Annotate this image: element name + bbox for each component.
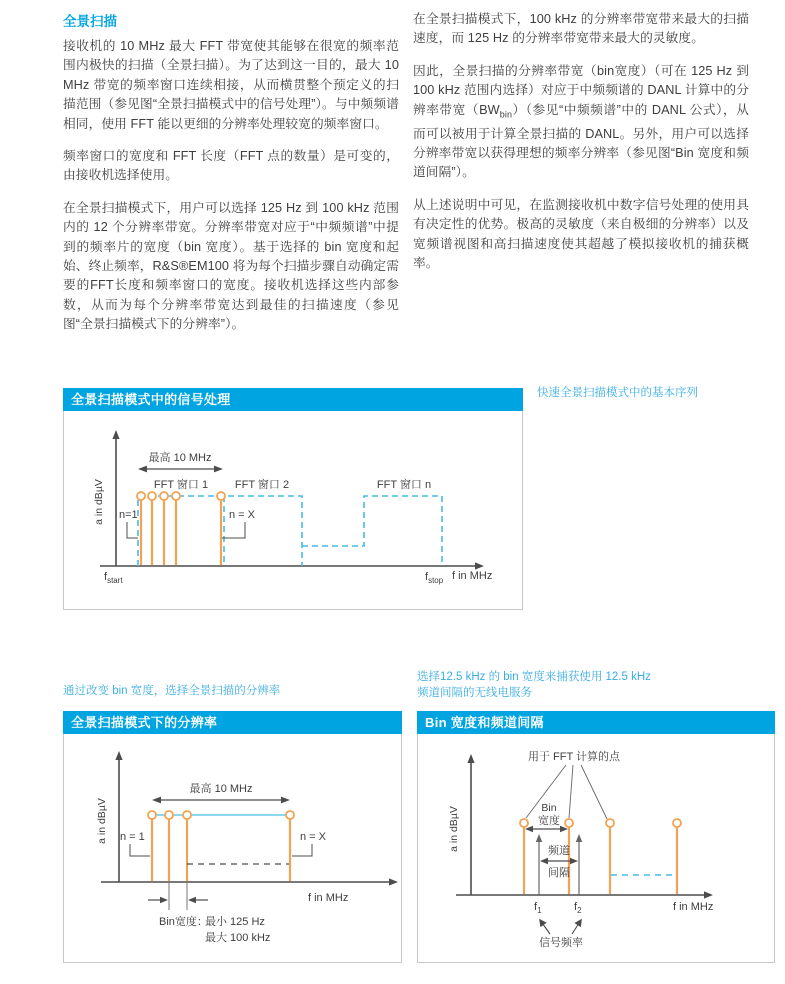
figure-title: Bin 宽度和频道间隔 (417, 711, 775, 734)
section-heading: 全景扫描 (63, 14, 117, 29)
signal-frequency-label: 信号频率 (539, 937, 583, 949)
y-axis-arrowhead (467, 754, 474, 763)
bin-min-label: 最小 125 Hz (205, 916, 265, 928)
x-axis-arrowhead (704, 891, 713, 898)
paragraph: 接收机的 10 MHz 最大 FFT 带宽使其能够在很宽的频率范围内极快的扫描（全景扫描）。为了达到这一目的，最大 10 MHz 带宽的频率窗口连续相接，从而横贯整个预定义的扫描范围（参见图“全景扫描模式中的信号处理”）。与中频频谱相同，使用 FFT 能以更细的分辨率处理较宽的频率窗口。 (63, 39, 399, 131)
bandwidth-label: 最高 10 MHz (148, 452, 212, 464)
left-column (63, 10, 399, 348)
channel-spacing-label-line2: 间隔 (548, 867, 570, 879)
paragraph-text: 因此，全景扫描的分辨率带宽（bin宽度）（可在 125 Hz 到 100 kHz 范围内选择）对应于中频频谱的 DANL 计算中的分辨率带宽（BW (413, 63, 749, 117)
x-axis-arrowhead (475, 562, 484, 569)
x-axis-label: f in MHz (673, 901, 714, 913)
paragraph (413, 62, 749, 183)
f1-label: $f_1$ (534, 901, 542, 915)
bin-width-guides (169, 882, 187, 910)
n1-label: n = 1 (120, 831, 145, 843)
figure2-caption: 通过改变 bin 宽度，选择全景扫描的分辨率 (63, 685, 281, 697)
figure-title: 全景扫描模式中的信号处理 (63, 388, 523, 411)
y-axis-arrowhead (112, 430, 119, 439)
bin-max-label: 最大 100 kHz (205, 932, 271, 944)
arrowhead-right (281, 797, 290, 804)
y-axis-label: a in dBµV (96, 798, 108, 844)
arrowhead-right (214, 466, 223, 473)
window1-label: FFT 窗口 1 (153, 479, 209, 491)
paragraph: 在全景扫描模式下，100 kHz 的分辨率带宽带来最大的扫描速度，而 125 Hz 的分辨率带宽带来最大的灵敏度。 (413, 12, 749, 46)
figure3-caption (417, 670, 752, 701)
figure-resolution (63, 711, 402, 963)
bin-width-label-line2: 宽度 (538, 815, 560, 827)
signal-processing-chart (64, 411, 522, 608)
y-axis-arrowhead (115, 751, 122, 760)
figure-bin-width-channel-spacing (417, 711, 775, 963)
f-start-label: $f_{start}$ (104, 571, 123, 585)
f2-label: $f_2$ (574, 901, 582, 915)
arrowhead-left (540, 858, 548, 864)
y-axis-label: a in dBµV (93, 479, 105, 525)
y-axis-label: a in dBµV (448, 806, 460, 852)
figure-signal-processing (63, 388, 523, 610)
figure3-caption-line2: 频道间隔的无线电服务 (417, 686, 532, 699)
n1-label: n=1 (119, 509, 138, 521)
paragraph: 从上述说明中可见，在监测接收机中数字信号处理的使用具有决定性的优势。极高的灵敏度（来自极细的分辨率）以及宽频谱视图和高扫描速度使其超越了模拟接收机的捕获概率。 (413, 197, 749, 270)
n-brackets (127, 522, 245, 538)
paragraph-text: ）（参见“中频频谱”中的 DANL 公式），从而可以被用于计算全景扫描的 DANL。另外，用户可以选择分辨率带宽以获得理想的频率分辨率（参见图“Bin 宽度和频道间隔”）。 (413, 102, 749, 180)
arrowhead-right (570, 858, 578, 864)
arrowhead-left (152, 797, 161, 804)
window-n-label: FFT 窗口 n (376, 479, 432, 491)
nx-label: n = X (300, 831, 326, 843)
fft-window-outlines (138, 496, 442, 566)
signal-frequency-callout-arrows (540, 920, 581, 934)
figure1-caption: 快速全景扫描模式中的基本序列 (537, 387, 698, 399)
fft-point-stems (152, 819, 290, 881)
nx-label: n = X (229, 509, 255, 521)
fft-point-callout-lines (526, 765, 607, 819)
arrowhead-right (160, 897, 168, 903)
fft-point-stems (141, 500, 221, 565)
channel-spacing-label-line1: 频道 (548, 845, 570, 857)
figure-title: 全景扫描模式下的分辨率 (63, 711, 402, 734)
bin-width-label-line1: Bin (541, 802, 557, 814)
subscript-bin: bin (499, 109, 513, 120)
figure3-caption-line1: 选择12.5 kHz 的 bin 宽度来捕获使用 12.5 kHz (417, 671, 651, 683)
x-axis-label: f in MHz (452, 570, 493, 582)
x-axis-label: f in MHz (308, 892, 349, 904)
fft-points-label: 用于 FFT 计算的点 (527, 751, 621, 763)
bandwidth-label: 最高 10 MHz (189, 783, 253, 795)
window2-label: FFT 窗口 2 (234, 479, 290, 491)
f-stop-label: $f_{stop}$ (425, 571, 444, 585)
bin-width-chart (418, 734, 774, 961)
bin-width-label: Bin宽度： (159, 916, 208, 928)
paragraph: 在全景扫描模式下，用户可以选择 125 Hz 到 100 kHz 范围内的 12 个分辨率带宽。分辨率带宽对应于“中频频谱”中提到的频率片的宽度（bin 宽度）。基于选择的 bin 宽度和起始、终止频率，R&S®EM100 将为每个扫描步骤自动确定需要的FFT长度和频率窗口的宽度。接收机选择这些内部参数，从而为每个分辨率带宽达到最佳的扫描速度（参见图“全景扫描模式下的分辨率”）。 (63, 200, 399, 332)
arrowhead-left (138, 466, 147, 473)
n-brackets (130, 844, 312, 856)
right-column (413, 10, 749, 286)
paragraph: 频率窗口的宽度和 FFT 长度（FFT 点的数量）是可变的，由接收机选择使用。 (63, 149, 399, 183)
arrowhead-up (536, 834, 542, 842)
x-axis-arrowhead (389, 878, 398, 885)
resolution-chart (64, 734, 401, 961)
arrowhead-up (576, 834, 582, 842)
arrowhead-left (188, 897, 196, 903)
